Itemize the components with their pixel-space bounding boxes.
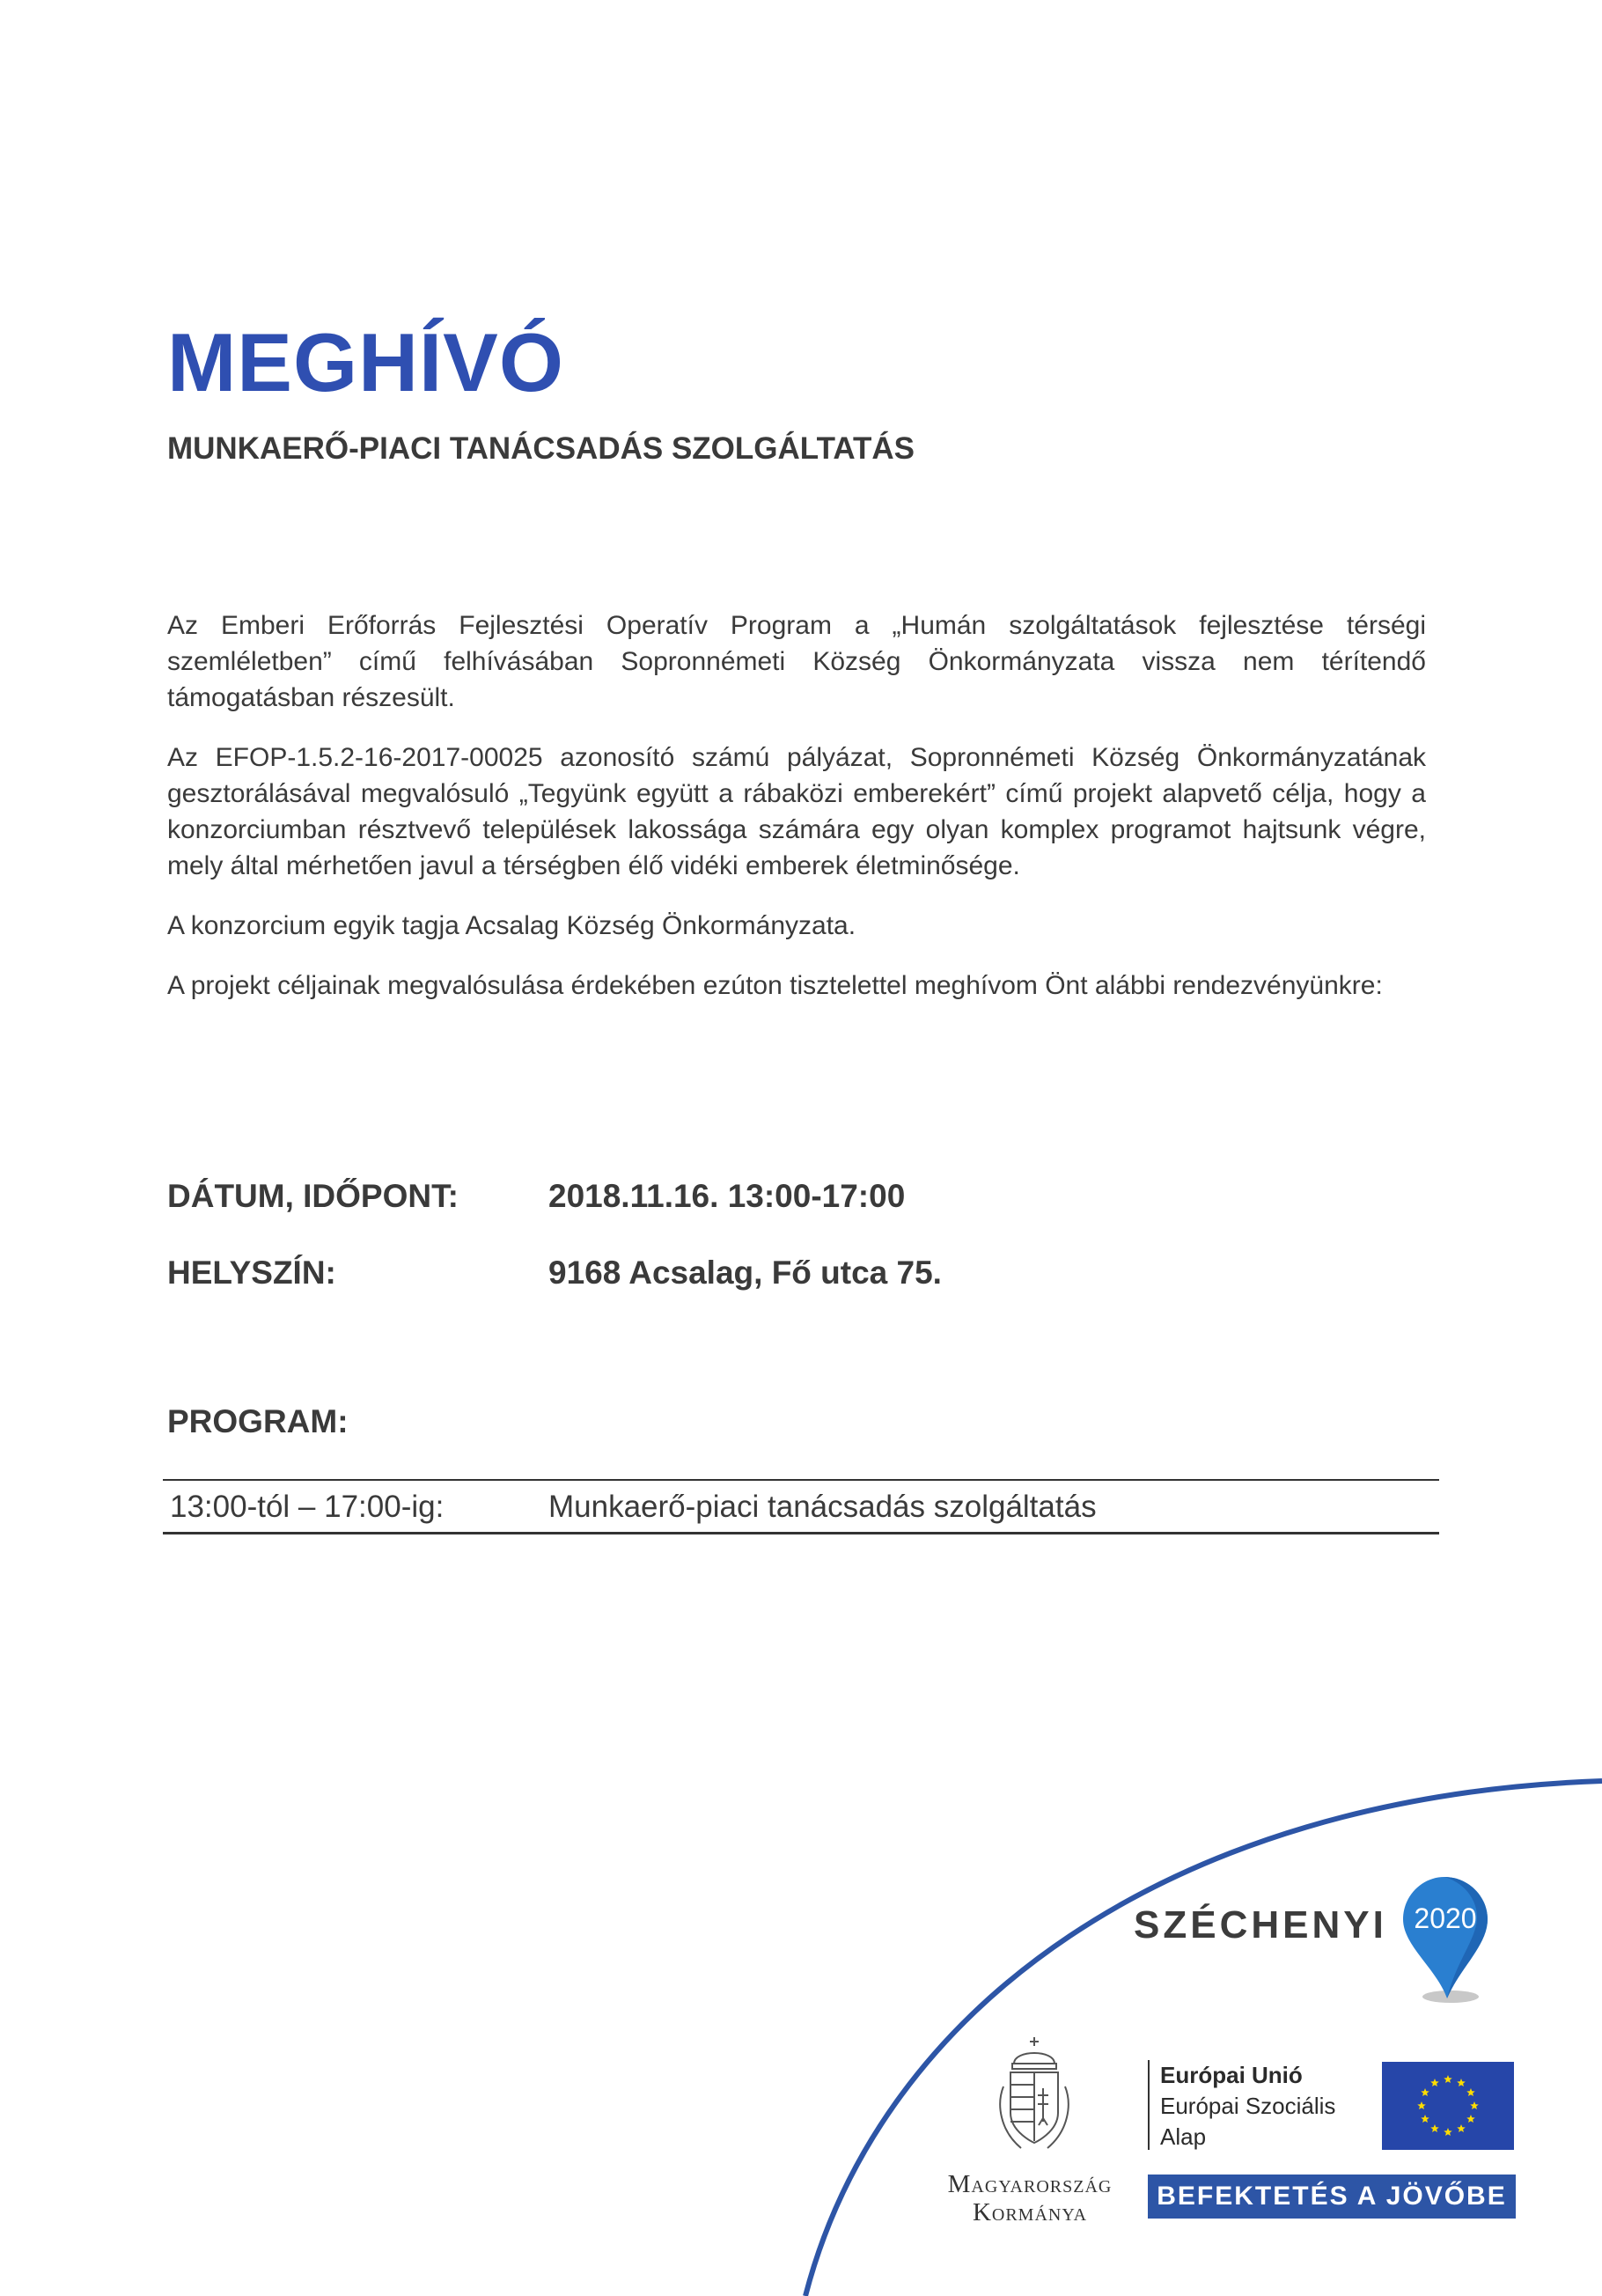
- page-subtitle: MUNKAERŐ-PIACI TANÁCSADÁS SZOLGÁLTATÁS: [167, 431, 915, 466]
- szechenyi-wordmark: SZÉCHENYI: [1134, 1903, 1387, 1946]
- coat-of-arms-icon: [995, 2034, 1074, 2157]
- government-line-2: Kormánya: [972, 2198, 1088, 2226]
- eu-text: [1160, 2060, 1335, 2152]
- program-description: Munkaerő-piaci tanácsadás szolgáltatás: [548, 1490, 1097, 1524]
- government-label: [933, 2170, 1127, 2226]
- intro-paragraph: Az Emberi Erőforrás Fejlesztési Operatív Program a „Humán szolgáltatások fejlesztése térségi szemléletben” című felhívásában Sopronnémeti Község Önkormányzata vissza nem térítendő támogatásban részesült.: [167, 611, 1426, 712]
- eu-line-2: Európai Szociális: [1160, 2093, 1336, 2119]
- program-heading: PROGRAM:: [167, 1403, 349, 1439]
- location-pin-icon: [1398, 1873, 1495, 2005]
- consortium-paragraph: A konzorcium egyik tagja Acsalag Község Önkormányzata.: [167, 911, 856, 940]
- project-paragraph: Az EFOP-1.5.2-16-2017-00025 azonosító számú pályázat, Sopronnémeti Község Önkormányzatának gesztorálásával megvalósuló „Tegyünk együtt a rábaközi emberekért” című projekt alapvető célja, hogy a konzorciumban résztvevő települések lakossága számára egy olyan komplex programot hajtsunk végre, mely által mérhetően javul a térségben élő vidéki emberek életminősége.: [167, 743, 1426, 880]
- place-value: 9168 Acsalag, Fő utca 75.: [548, 1255, 942, 1291]
- page-title: MEGHÍVÓ: [167, 316, 564, 408]
- eu-banner: BEFEKTETÉS A JÖVŐBE: [1148, 2175, 1516, 2219]
- program-time: 13:00-tól – 17:00-ig:: [170, 1490, 445, 1524]
- eu-flag-icon: [1382, 2062, 1514, 2150]
- date-label: DÁTUM, IDŐPONT:: [167, 1178, 459, 1214]
- invitation-paragraph: A projekt céljainak megvalósulása érdekében ezúton tisztelettel meghívom Önt alábbi rendezvényünkre:: [167, 971, 1383, 1000]
- eu-line-3: Alap: [1160, 2123, 1207, 2150]
- date-value: 2018.11.16. 13:00-17:00: [548, 1178, 906, 1214]
- eu-divider: [1148, 2060, 1150, 2150]
- place-label: HELYSZÍN:: [167, 1255, 336, 1291]
- government-line-1: Magyarország: [947, 2170, 1113, 2198]
- eu-line-1: Európai Unió: [1160, 2062, 1303, 2088]
- szechenyi-year: 2020: [1414, 1902, 1477, 1934]
